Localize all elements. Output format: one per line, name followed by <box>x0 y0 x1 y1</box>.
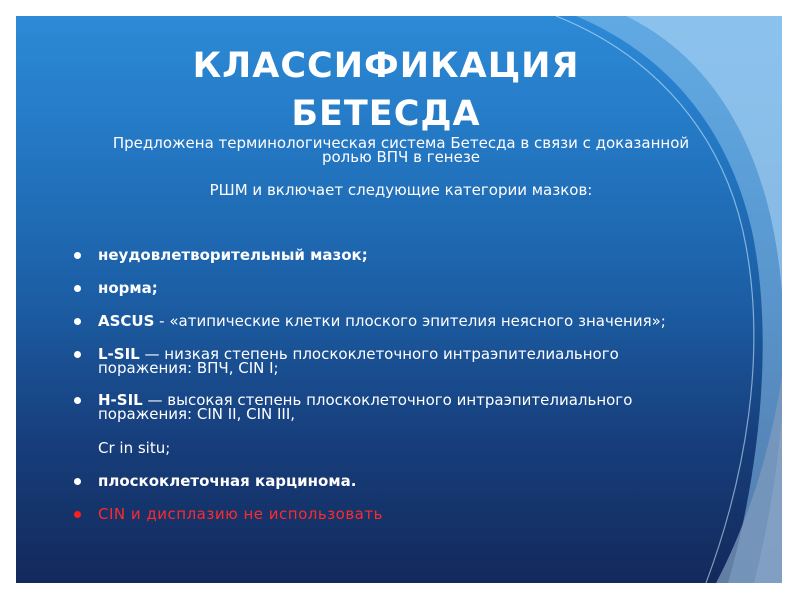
list-item <box>74 474 714 488</box>
slide-title <box>136 42 636 138</box>
bullet-icon <box>74 318 81 325</box>
item-bold-text: ASCUS <box>98 312 155 330</box>
item-text: Cr in situ; <box>98 439 171 457</box>
item-text: — высокая степень плоскоклеточного интраэпителиального поражения: CIN II, CIN III, <box>98 391 633 423</box>
title-line-2: БЕТЕСДА <box>291 94 481 134</box>
list-item <box>74 347 714 375</box>
bullet-icon <box>74 478 81 485</box>
item-text: — низкая степень плоскоклеточного интраэпителиального поражения: ВПЧ, CIN I; <box>98 345 619 377</box>
item-bold-text: H-SIL <box>98 391 143 409</box>
item-bold-text: плоскоклеточная карцинома. <box>98 472 357 490</box>
warning-text: CIN и дисплазию не использовать <box>98 505 383 523</box>
bullet-icon <box>74 351 81 358</box>
list-item <box>74 314 714 328</box>
list-item <box>74 281 714 295</box>
subtitle-line-2: РШМ и включает следующие категории мазков: <box>209 181 593 199</box>
list-item <box>74 393 714 421</box>
item-bold-text: неудовлетворительный мазок; <box>98 246 368 264</box>
bullet-icon <box>74 285 81 292</box>
bullet-icon <box>74 397 81 404</box>
list-item-continuation <box>74 441 714 455</box>
item-text: - «атипические клетки плоского эпителия неясного значения»; <box>154 312 666 330</box>
item-bold-text: L-SIL <box>98 345 140 363</box>
title-line-1: КЛАССИФИКАЦИЯ <box>192 46 580 86</box>
slide <box>16 16 782 583</box>
subtitle-line-1: Предложена терминологическая система Бетесда в связи с доказанной ролью ВПЧ в генезе <box>112 134 690 166</box>
bullet-icon <box>74 511 81 518</box>
item-bold-text: норма; <box>98 279 158 297</box>
list-item-warning <box>74 507 714 521</box>
category-list <box>74 248 714 521</box>
list-item <box>74 248 714 262</box>
bullet-icon <box>74 252 81 259</box>
